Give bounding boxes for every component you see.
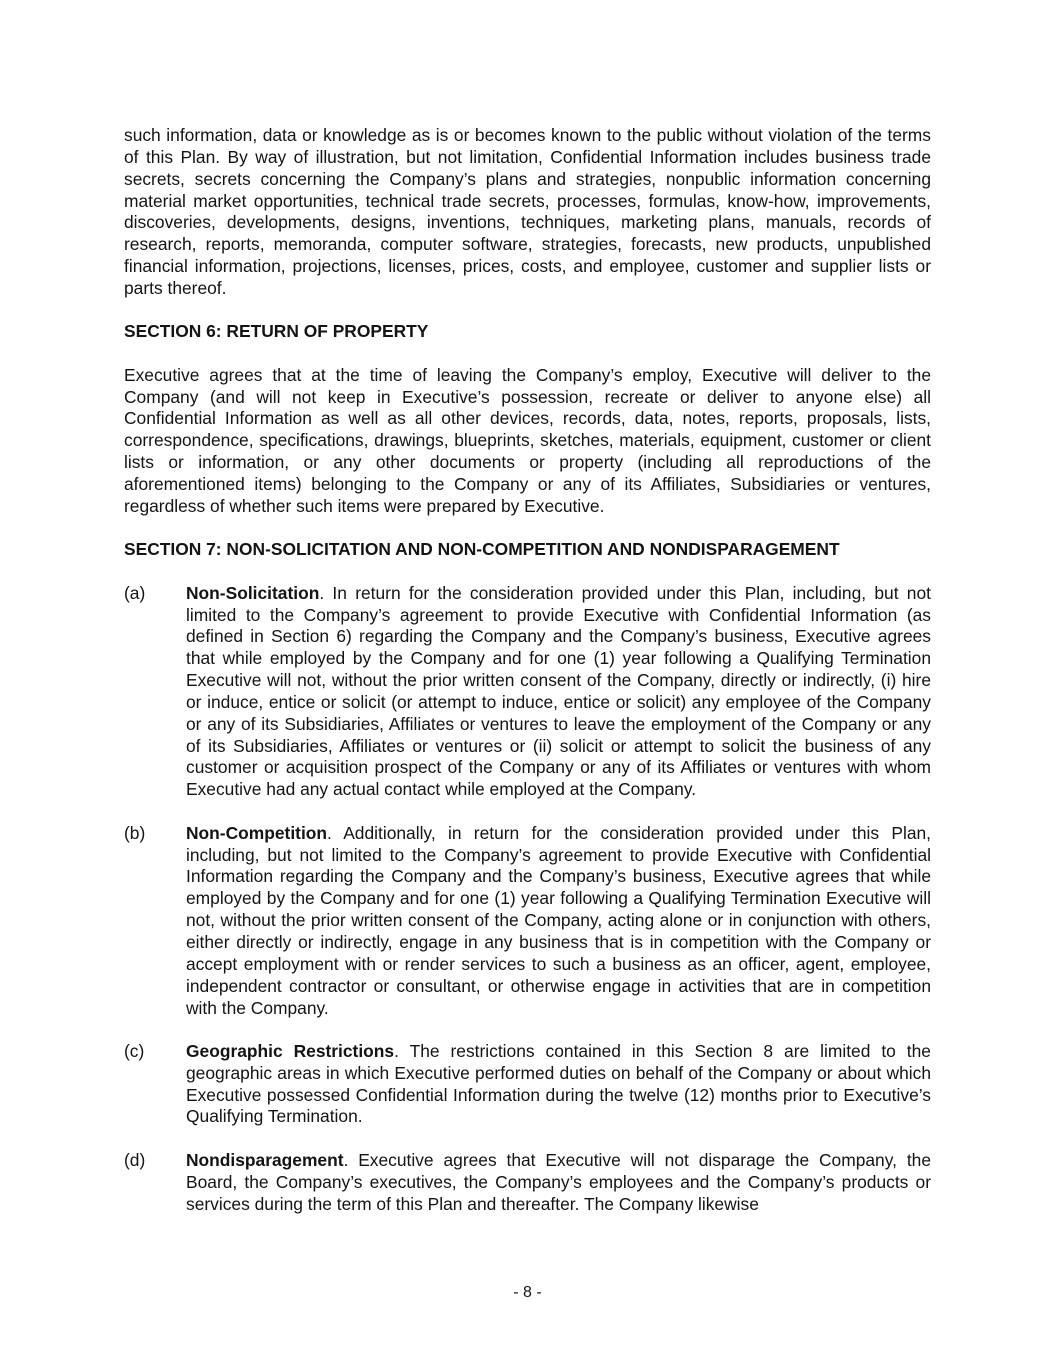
clause-title: Geographic Restrictions [186,1040,395,1061]
clause-body [186,1150,931,1216]
clause-text: . Executive agrees that Executive will not disparage the Company, the Board, the Company’s executives, the Company’s employees and the Company’s products or services during the term of this Plan and thereafter. The Company likewise [186,1149,931,1214]
clause-body [186,583,931,801]
section-6-heading: SECTION 6: RETURN OF PROPERTY [124,321,429,342]
document-page [124,125,931,1237]
clause-geographic-restrictions [124,1041,931,1128]
clause-title: Nondisparagement [186,1149,344,1170]
clause-text: . The restrictions contained in this Section 8 are limited to the geographic areas in which Executive performed duties on behalf of the Company or about which Executive possessed Confidential Information during the twelve (12) months prior to Executive’s Qualifying Termination. [186,1040,931,1127]
clause-label: (a) [124,582,146,603]
clause-text: . Additionally, in return for the consideration provided under this Plan, including, but not limited to the Company’s agreement to provide Executive with Confidential Information regarding the Company and the Company’s business, Executive agrees that while employed by the Company and for one (1) year following a Qualifying Termination Executive will not, without the prior written consent of the Company, acting alone or in conjunction with others, either directly or indirectly, engage in any business that is in competition with the Company or accept employment with or render services to such a business as an officer, agent, employee, independent contractor or consultant, or otherwise engage in activities that are in competition with the Company. [186,822,931,1018]
clause-nondisparagement [124,1150,931,1216]
clause-non-competition [124,823,931,1020]
section-6-body: Executive agrees that at the time of leaving the Company’s employ, Executive will deliver to the Company (and will not keep in Executive’s possession, recreate or deliver to anyone else) all Confidential Information as well as all other devices, records, data, notes, reports, proposals, lists, correspondence, specifications, drawings, blueprints, sketches, materials, equipment, customer or client lists or information, or any other documents or property (including all reproductions of the aforementioned items) belonging to the Company or any of its Affiliates, Subsidiaries or ventures, regardless of whether such items were prepared by Executive. [124,364,931,516]
clause-label: (b) [124,822,146,843]
page-number: - 8 - [513,1284,542,1301]
clause-title: Non-Solicitation [186,582,320,603]
section-7-heading: SECTION 7: NON-SOLICITATION AND NON-COMPETITION AND NONDISPARAGEMENT [124,539,840,560]
clause-non-solicitation [124,583,931,801]
clause-text: . In return for the consideration provided under this Plan, including, but not limited to the Company’s agreement to provide Executive with Confidential Information (as defined in Section 6) regarding the Company and the Company’s business, Executive agrees that while employed by the Company and for one (1) year following a Qualifying Termination Executive will not, without the prior written consent of the Company, directly or indirectly, (i) hire or induce, entice or solicit (or attempt to induce, entice or solicit) any employee of the Company or any of its Subsidiaries, Affiliates or ventures to leave the employment of the Company or any of its Subsidiaries, Affiliates or ventures or (ii) solicit or attempt to solicit the business of any customer or acquisition prospect of the Company or any of its Affiliates or ventures with whom Executive had any actual contact while employed at the Company. [186,582,931,800]
clause-body [186,823,931,1020]
clause-body [186,1041,931,1128]
clause-title: Non-Competition [186,822,328,843]
clause-label: (c) [124,1040,145,1061]
clause-label: (d) [124,1149,146,1170]
confidential-information-paragraph: such information, data or knowledge as is or becomes known to the public without violation of the terms of this Plan. By way of illustration, but not limitation, Confidential Information includes business trade secrets, secrets concerning the Company’s plans and strategies, nonpublic information concerning material market opportunities, technical trade secrets, processes, formulas, know-how, improvements, discoveries, developments, designs, inventions, techniques, marketing plans, manuals, records of research, reports, memoranda, computer software, strategies, forecasts, new products, unpublished financial information, projections, licenses, prices, costs, and employee, customer and supplier lists or parts thereof. [124,125,931,298]
